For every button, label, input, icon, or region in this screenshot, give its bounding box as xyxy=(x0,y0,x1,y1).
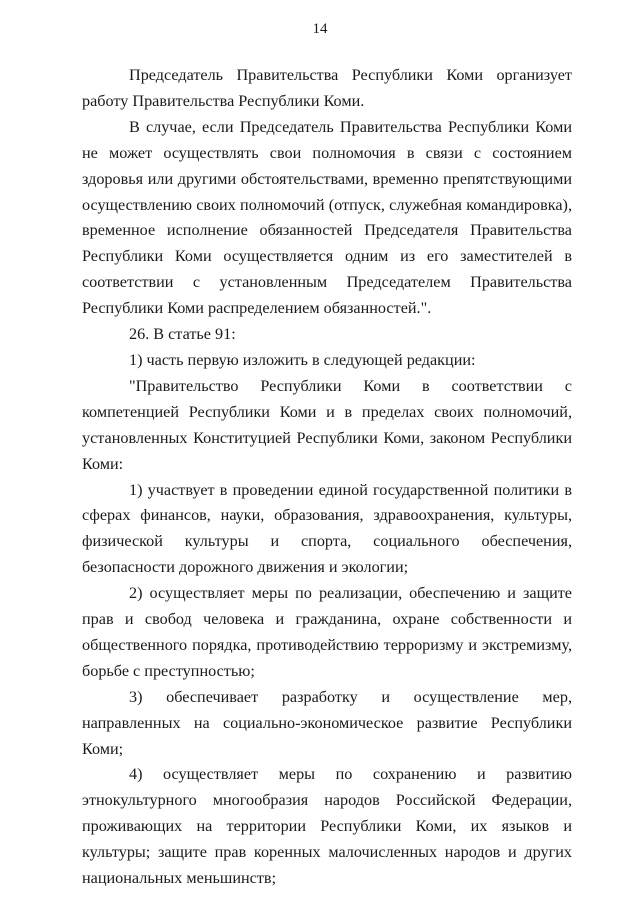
paragraph-part-one-intro: 1) часть первую изложить в следующей редакции: xyxy=(129,350,476,369)
list-item-4: 4) осуществляет меры по сохранению и развитию этнокультурного многообразия народов Российской Федерации, проживающих на территории Республики Коми, их языков и культуры; защите прав коренных малочисленных народов и других национальных меньшинств; xyxy=(82,765,572,888)
list-item-3: 3) обеспечивает разработку и осуществление мер, направленных на социально-экономическое развитие Республики Коми; xyxy=(82,687,572,758)
list-item-1: 1) участвует в проведении единой государственной политики в сферах финансов, науки, образования, здравоохранения, культуры, физической культуры и спорта, социального обеспечения, безопасности дорожного движения и экологии; xyxy=(82,480,572,577)
list-item-2: 2) осуществляет меры по реализации, обеспечению и защите прав и свобод человека и гражданина, охране собственности и общественного порядка, противодействию терроризму и экстремизму, борьбе с преступностью; xyxy=(82,584,572,680)
paragraph-acting-chairman: В случае, если Председатель Правительства Республики Коми не может осуществлять свои полномочия в связи с состоянием здоровья или другими обстоятельствами, временно препятствующими осуществлению своих полномочий (отпуск, служебная командировка), временное исполнение обязанностей Председателя Правительства Республики Коми осуществляется одним из его заместителей в соответствии с установленным Председателем Правительства Республики Коми распределением обязанностей.". xyxy=(82,117,572,318)
paragraph-chairman-organizes: Председатель Правительства Республики Коми организует работу Правительства Республики Коми. xyxy=(82,66,572,110)
document-body xyxy=(82,63,572,892)
page-number: 14 xyxy=(312,21,328,37)
paragraph-article-91-heading: 26. В статье 91: xyxy=(129,325,236,344)
paragraph-government-competence: "Правительство Республики Коми в соответствии с компетенцией Республики Коми и в пределах своих полномочий, установленных Конституцией Республики Коми, законом Республики Коми: xyxy=(82,376,572,473)
